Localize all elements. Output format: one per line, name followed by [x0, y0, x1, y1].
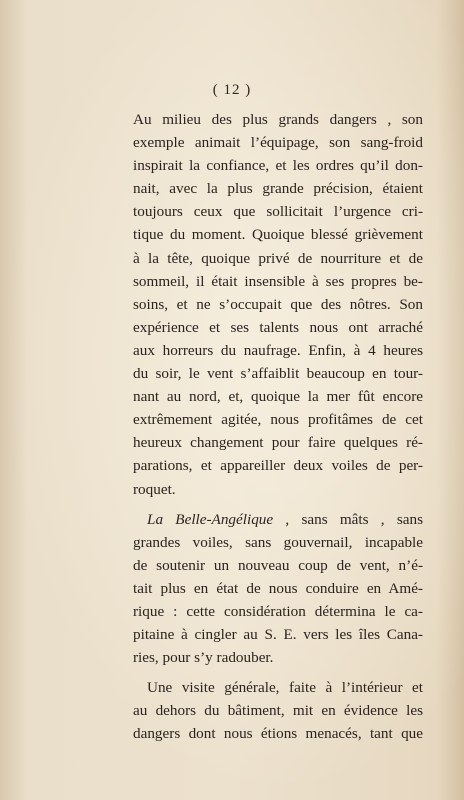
text-line: dangers dont nous étions menacés, tant que: [133, 725, 423, 743]
text-line: aux horreurs du naufrage. Enfin, à 4 heures: [133, 341, 423, 359]
text-line: ries, pour s’y radouber.: [133, 649, 274, 667]
text-line: nant au nord, et, quoique la mer fût encore: [133, 388, 423, 406]
text-line: tique du moment. Quoique blessé grièvement: [133, 226, 423, 244]
text-line: nait, avec la plus grande précision, étaient: [133, 180, 423, 198]
text-line: extrêmement agitée, nous profitâmes de cet: [133, 411, 423, 429]
text-line: [133, 508, 423, 531]
text-line: à la tête, quoique privé de nourriture et de: [133, 249, 423, 267]
text-line: inspirait la confiance, et les ordres qu’il don-: [133, 157, 423, 175]
text-line: exemple animait l’équipage, son sang-froid: [133, 134, 423, 152]
text-line: rique : cette considération détermina le ca-: [133, 602, 423, 620]
text-fragment: , sans mâts , sans: [285, 510, 424, 528]
paragraph-2: [133, 508, 423, 670]
text-line: pitaine à cingler au S. E. vers les îles Cana-: [133, 626, 423, 644]
text-line: sommeil, il était insensible à ses propres be-: [133, 272, 423, 290]
ship-name: La Belle-Angélique: [147, 510, 274, 528]
text-line: toujours ceux que sollicitait l’urgence cri-: [133, 203, 423, 221]
text-line: tait plus en état de nous conduire en Amé-: [133, 579, 423, 597]
text-line: Une visite générale, faite à l’intérieur et: [147, 679, 423, 697]
text-line: soins, et ne s’occupait que des nôtres. Son: [133, 295, 423, 313]
text-line: parations, et appareiller deux voiles de per-: [133, 457, 423, 475]
text-line: du soir, le vent s’affaiblit beaucoup en tour-: [133, 365, 423, 383]
paragraph-3: [133, 676, 423, 745]
body-text: [133, 108, 423, 746]
paragraph-gap: [133, 669, 423, 676]
text-line: heureux changement pour faire quelques ré-: [133, 434, 423, 452]
text-line: roquet.: [133, 480, 176, 498]
text-line: expérience et ses talents nous ont arraché: [133, 318, 423, 336]
paragraph-gap: [133, 501, 423, 508]
text-line: au dehors du bâtiment, mit en évidence les: [133, 702, 423, 720]
text-line: de soutenir un nouveau coup de vent, n’é-: [133, 556, 423, 574]
paragraph-1: [133, 108, 423, 501]
text-line: Au milieu des plus grands dangers , son: [133, 111, 423, 128]
page-number: ( 12 ): [212, 82, 252, 98]
text-line: grandes voiles, sans gouvernail, incapable: [133, 533, 423, 551]
